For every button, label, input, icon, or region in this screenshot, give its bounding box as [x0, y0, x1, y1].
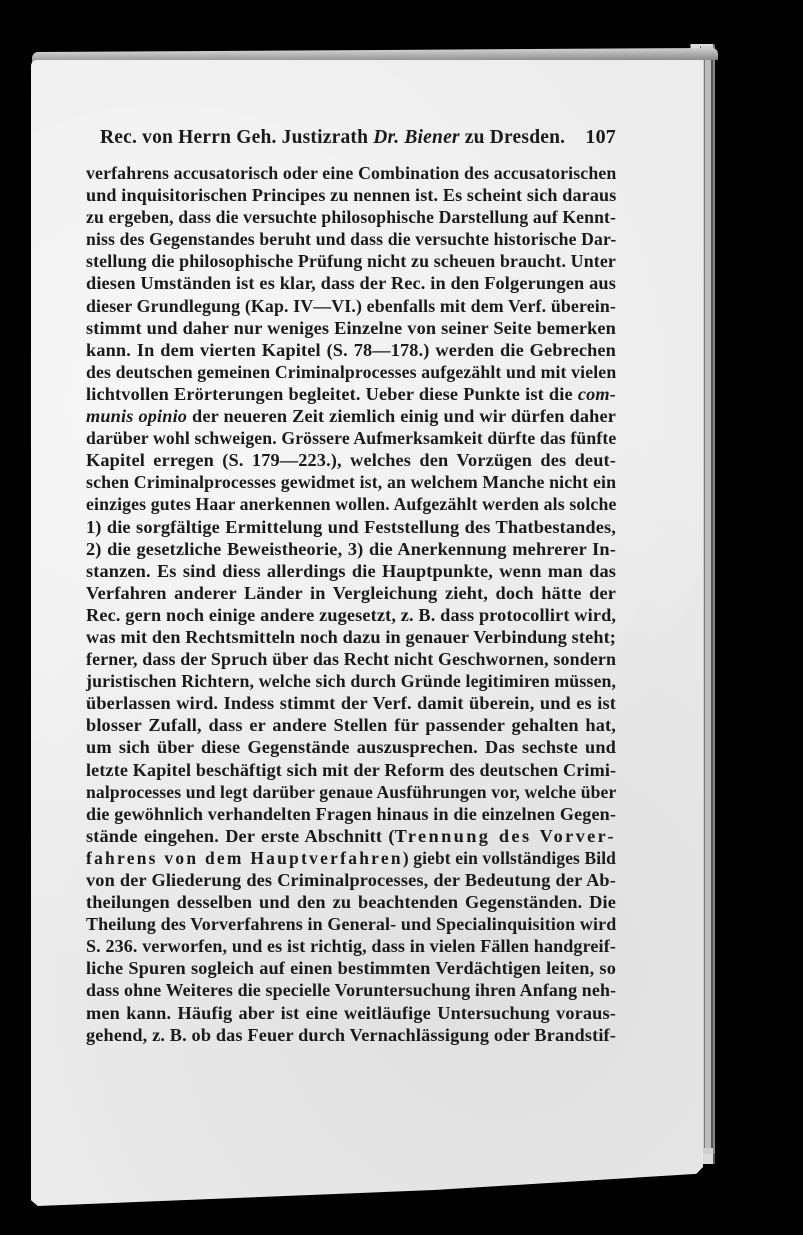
text-line: [86, 803, 616, 825]
text-line: [86, 736, 616, 758]
text-line: [86, 781, 616, 803]
line-text: diesen Umständen ist es klar, dass der Rec. in den Folgerungen aus: [86, 273, 616, 294]
line-text: verfahrens accusatorisch oder eine Combination des accusatorischen: [86, 163, 617, 183]
line-text: stände eingehen. Der erste Abschnitt (: [86, 825, 395, 846]
text-line: [86, 692, 616, 714]
text-line: [86, 361, 616, 383]
text-line: [86, 471, 616, 493]
text-line: [86, 825, 616, 847]
line-text: stanzen. Es sind diess allerdings die Hauptpunkte, wenn man das: [86, 560, 616, 581]
line-italic-text: munis opinio: [86, 406, 188, 427]
text-line: [86, 538, 616, 560]
line-text: men kann. Häufig aber ist eine weitläufige Untersuchung voraus-: [86, 1002, 616, 1023]
line-text: was mit den Rechtsmitteln noch dazu in genauer Verbindung steht;: [86, 626, 616, 647]
line-text: nalprocesses und legt darüber genaue Ausführungen vor, welche über: [86, 781, 617, 802]
line-italic-text: com-: [577, 383, 616, 404]
text-line: [86, 913, 616, 935]
line-text: überlassen wird. Indess stimmt der Verf. damit überein, und es ist: [86, 693, 616, 714]
line-text: des deutschen gemeinen Criminalprocesses aufgezählt und mit vielen: [86, 361, 617, 382]
text-line: [86, 317, 616, 339]
line-text: ) giebt ein vollständiges Bild: [402, 847, 617, 868]
text-line: [86, 670, 616, 692]
line-text: die gewöhnlich verhandelten Fragen hinaus in die einzelnen Gegen-: [86, 803, 616, 824]
line-text: um sich über diese Gegenstände auszusprechen. Das sechste und: [86, 737, 616, 758]
line-text: liche Spuren sogleich auf einen bestimmten Verdächtigen leiten, so: [86, 958, 616, 979]
running-head-suffix: zu Dresden.: [459, 127, 566, 148]
running-head-prefix: Rec. von Herrn Geh. Justizrath: [100, 127, 374, 148]
page-stack-edge: [704, 48, 713, 1148]
line-text: 2) die gesetzliche Beweistheorie, 3) die Anerkennung mehrerer In-: [86, 538, 616, 559]
line-text: von der Gliederung des Criminalprocesses, der Bedeutung der Ab-: [86, 870, 616, 890]
body-text: [86, 162, 616, 1046]
text-line: [86, 427, 616, 449]
text-line: [86, 979, 616, 1001]
line-text: gehend, z. B. ob das Feuer durch Vernachlässigung oder Brandstif-: [86, 1024, 616, 1045]
line-text: schen Criminalprocesses gewidmet ist, an welchem Manche nicht ein: [86, 472, 617, 493]
running-head: [100, 126, 616, 156]
text-line: [86, 847, 616, 869]
line-text: dieser Grundlegung (Kap. IV—VI.) ebenfalls mit dem Verf. überein-: [86, 295, 616, 316]
line-text: Theilung des Vorverfahrens in General- und Specialinquisition wird: [86, 914, 617, 935]
line-text: S. 236. verworfen, und es ist richtig, dass in vielen Fällen handgreif-: [86, 936, 616, 957]
running-head-title: [100, 127, 565, 149]
line-text: stellung die philosophische Prüfung nicht zu scheuen braucht. Unter: [86, 251, 616, 272]
text-line: [86, 714, 616, 736]
text-line: [86, 250, 616, 272]
line-text: juristischen Richtern, welche sich durch Gründe legitimiren müssen,: [86, 671, 617, 692]
text-line: [86, 449, 616, 471]
text-line: [86, 1024, 616, 1046]
text-line: [86, 604, 616, 626]
line-text: Verfahren anderer Länder in Vergleichung zieht, doch hätte der: [86, 582, 616, 603]
text-line: [86, 1002, 616, 1024]
text-line: [86, 935, 616, 957]
page-number: 107: [585, 126, 616, 148]
running-head-author: Dr. Biener: [373, 127, 460, 148]
text-line: [86, 339, 616, 361]
text-line: [86, 206, 616, 228]
text-line: [86, 162, 616, 184]
line-text: blosser Zufall, dass er andere Stellen für passender gehalten hat,: [86, 715, 616, 736]
text-line: [86, 869, 616, 891]
text-line: [86, 272, 616, 294]
text-line: [86, 891, 616, 913]
text-line: [86, 957, 616, 979]
line-text: letzte Kapitel beschäftigt sich mit der Reform des deutschen Crimi-: [86, 759, 617, 780]
line-text: Rec. gern noch einige andere zugesetzt, z. B. dass protocollirt wird,: [86, 604, 617, 625]
line-text: Kapitel erregen (S. 179—223.), welches den Vorzügen des deut-: [86, 450, 616, 471]
line-text: dass ohne Weiteres die specielle Voruntersuchung ihren Anfang neh-: [86, 980, 617, 1001]
line-text: stimmt und daher nur weniges Einzelne von seiner Seite bemerken: [86, 317, 616, 338]
text-line: [86, 405, 616, 427]
text-line: [86, 295, 616, 317]
text-line: [86, 560, 616, 582]
page-text: [86, 126, 616, 1046]
line-text: darüber wohl schweigen. Grössere Aufmerksamkeit dürfte das fünfte: [86, 428, 617, 449]
text-line: [86, 648, 616, 670]
text-line: [86, 516, 616, 538]
line-text: und inquisitorischen Principes zu nennen ist. Es scheint sich daraus: [86, 185, 617, 206]
line-text: kann. In dem vierten Kapitel (S. 78—178.) werden die Gebrechen: [86, 339, 616, 360]
line-text: lichtvollen Erörterungen begleitet. Ueber diese Punkte ist die: [86, 383, 578, 404]
line-text: einziges gutes Haar anerkennen wollen. Aufgezählt werden als solche: [86, 494, 617, 515]
text-line: [86, 228, 616, 250]
line-text: zu ergeben, dass die versuchte philosophische Darstellung auf Kennt-: [86, 207, 617, 228]
text-line: [86, 383, 616, 405]
text-line: [86, 582, 616, 604]
line-text: theilungen desselben und den zu beachtenden Gegenständen. Die: [86, 892, 616, 913]
line-text: niss des Gegenstandes beruht und dass die versuchte historische Dar-: [86, 229, 617, 250]
line-text: der neueren Zeit ziemlich einig und wir dürfen daher: [187, 406, 616, 427]
line-spaced-text: fahrens von dem Hauptverfahren: [86, 847, 403, 868]
text-line: [86, 626, 616, 648]
line-spaced-text: Trennung des Vorver-: [394, 825, 616, 846]
text-line: [86, 493, 616, 515]
line-text: ferner, dass der Spruch über das Recht nicht Geschwornen, sondern: [86, 649, 617, 670]
text-line: [86, 184, 616, 206]
text-line: [86, 759, 616, 781]
line-text: 1) die sorgfältige Ermittelung und Feststellung des Thatbestandes,: [86, 516, 616, 537]
